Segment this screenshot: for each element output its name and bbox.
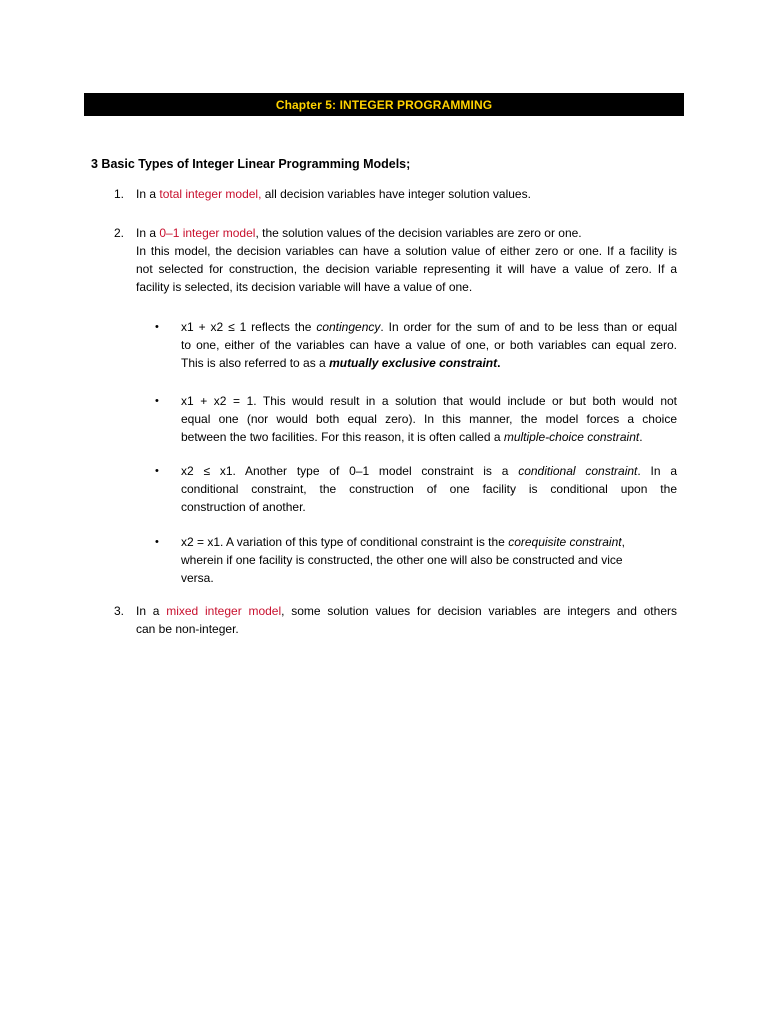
- term-mutually-exclusive-constraint: mutually exclusive constraint: [329, 356, 498, 370]
- list-number: 3.: [114, 604, 125, 618]
- term-corequisite-constraint: corequisite constraint: [508, 535, 622, 549]
- bullet-text: x2 ≤ x1. Another type of 0–1 model constraint is a: [181, 464, 519, 478]
- item-paragraph-line: can be non-integer.: [136, 622, 239, 636]
- bullet-text: .: [639, 430, 643, 444]
- bullet-text: equal one (nor would both equal zero). In this manner, the model forces a choice: [181, 412, 677, 426]
- item-text-post: , some solution values for decision variables are integers and others: [281, 604, 677, 618]
- term-contingency: contingency: [316, 320, 381, 334]
- term-total-integer-model: total integer model,: [159, 187, 262, 201]
- bullet-dot: •: [155, 321, 159, 333]
- bullet-corequisite: [155, 533, 677, 587]
- term-conditional-constraint: conditional constraint: [518, 464, 638, 478]
- bullet-text: x2 = x1. A variation of this type of conditional constraint is the: [181, 535, 509, 549]
- term-multiple-choice-constraint: multiple-choice constraint: [503, 430, 640, 444]
- bullet-text: to one, either of the variables can have a value of one, or both variables can equal zero.: [181, 338, 677, 352]
- bullet-contingency: [155, 318, 677, 372]
- bullet-text: wherein if one facility is constructed, the other one will also be constructed and vice: [181, 553, 623, 567]
- bullet-text: . In order for the sum of and to be less than or equal: [380, 320, 677, 334]
- chapter-header-bar: [84, 93, 684, 116]
- item-text-post: , the solution values of the decision variables are zero or one.: [255, 226, 582, 240]
- list-item-1: [114, 185, 677, 203]
- bullet-dot: •: [155, 536, 159, 548]
- bullet-text: x1 + x2 = 1. This would result in a solution that would include or but both would not: [181, 394, 677, 408]
- list-item-2: [114, 224, 677, 296]
- term-mixed-integer-model: mixed integer model: [166, 604, 282, 618]
- bullet-text: . In a: [637, 464, 678, 478]
- bullet-dot: •: [155, 465, 159, 477]
- chapter-title: Chapter 5: INTEGER PROGRAMMING: [275, 97, 493, 112]
- item-text-pre: In a: [136, 187, 160, 201]
- item-paragraph-line: facility is selected, its decision variable will have a value of one.: [136, 280, 473, 294]
- list-number: 2.: [114, 226, 125, 240]
- item-paragraph-line: not selected for construction, the decision variable representing it will have a value of zero. If a: [136, 262, 677, 276]
- bullet-text: .: [497, 356, 501, 370]
- item-text-pre: In a: [136, 226, 160, 240]
- bullet-text: ,: [621, 535, 625, 549]
- item-text-pre: In a: [136, 604, 167, 618]
- bullet-dot: •: [155, 395, 159, 407]
- list-number: 1.: [114, 187, 125, 201]
- bullet-text: This is also referred to as a: [181, 356, 330, 370]
- list-item-3: [114, 602, 677, 638]
- term-0-1-integer-model: 0–1 integer model: [159, 226, 256, 240]
- item-paragraph-line: In this model, the decision variables can have a solution value of either zero or one. If a facility is: [136, 244, 677, 258]
- item-text-post: all decision variables have integer solution values.: [261, 187, 531, 201]
- bullet-text: between the two facilities. For this reason, it is often called a: [181, 430, 504, 444]
- bullet-text: conditional constraint, the construction of one facility is conditional upon the: [181, 482, 677, 496]
- bullet-text: x1 + x2 ≤ 1 reflects the: [181, 320, 317, 334]
- bullet-text: versa.: [181, 571, 214, 585]
- bullet-conditional: [155, 462, 677, 516]
- section-title: 3 Basic Types of Integer Linear Programming Models;: [91, 157, 411, 171]
- bullet-multiple-choice: [155, 392, 677, 446]
- bullet-text: construction of another.: [181, 500, 306, 514]
